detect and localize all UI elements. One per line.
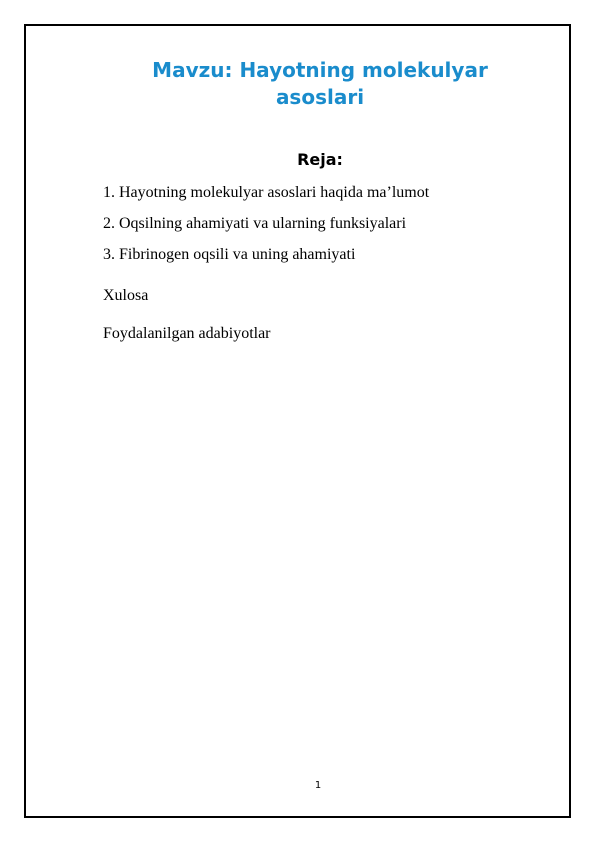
page-number: 1 bbox=[314, 780, 322, 791]
document-title: Mavzu: Hayotning molekulyar asoslari bbox=[152, 58, 488, 109]
plan-item-3: 3. Fibrinogen oqsili va uning ahamiyati bbox=[103, 246, 356, 263]
references-item: Foydalanilgan adabiyotlar bbox=[103, 325, 271, 342]
conclusion-item: Xulosa bbox=[103, 287, 149, 304]
page-border bbox=[24, 24, 571, 818]
plan-item-2: 2. Oqsilning ahamiyati va ularning funksiyalari bbox=[103, 215, 407, 232]
plan-item-1: 1. Hayotning molekulyar asoslari haqida ma’lumot bbox=[103, 184, 430, 201]
plan-heading: Reja: bbox=[297, 150, 343, 169]
